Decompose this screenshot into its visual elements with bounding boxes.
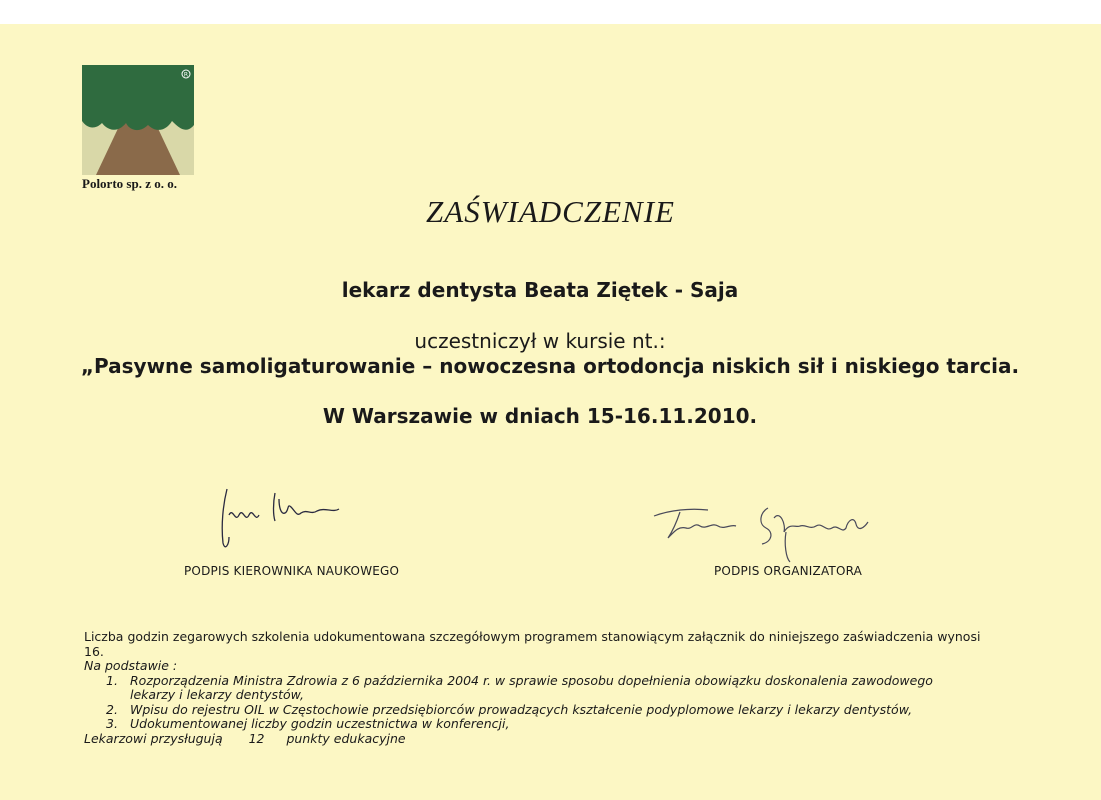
education-points — [84, 732, 984, 747]
tree-logo-icon — [82, 65, 194, 175]
list-item: 1. Rozporządzenia Ministra Zdrowia z 6 października 2004 r. w sprawie sposobu dopełnienia obowiązku doskonalenia zawodowego — [106, 672, 933, 688]
certificate-footer — [84, 630, 984, 746]
list-item: 3. Udokumentowanej liczby godzin uczestnictwa w konferencji, — [106, 716, 510, 731]
organizer-signature — [650, 498, 880, 568]
list-item-continuation: lekarzy i lekarzy dentystów, — [130, 687, 305, 702]
course-title: „Pasywne samoligaturowanie – nowoczesna ortodoncja niskich sił i niskiego tarcia. — [80, 354, 1020, 378]
recipient-name: lekarz dentysta Beata Ziętek - Saja — [341, 278, 739, 302]
points-prefix: Lekarzowi przysługują — [84, 730, 223, 746]
scientific-director-signature — [215, 485, 345, 555]
list-item: 2. Wpisu do rejestru OIL w Częstochowie przedsiębiorców prowadzących kształcenie podyplomowe lekarzy i lekarzy dentystów, — [106, 701, 913, 717]
participation-intro: uczestniczył w kursie nt.: — [414, 329, 666, 353]
basis-label: Na podstawie : — [84, 658, 178, 673]
points-suffix: punkty edukacyjne — [286, 730, 406, 746]
training-hours-text: Liczba godzin zegarowych szkolenia udokumentowana szczegółowym programem stanowiącym załącznik do niniejszego zaświadczenia wynosi 16. — [84, 629, 981, 659]
certificate-title: ZAŚWIADCZENIE — [426, 194, 675, 229]
company-name: Polorto sp. z o. o. — [82, 176, 177, 191]
place-and-date: W Warszawie w dniach 15-16.11.2010. — [322, 404, 758, 428]
organizer-signature-label: PODPIS ORGANIZATORA — [714, 564, 863, 578]
points-value: 12 — [248, 730, 265, 746]
scientific-director-signature-label: PODPIS KIEROWNIKA NAUKOWEGO — [184, 564, 400, 578]
svg-text:R: R — [183, 71, 189, 79]
